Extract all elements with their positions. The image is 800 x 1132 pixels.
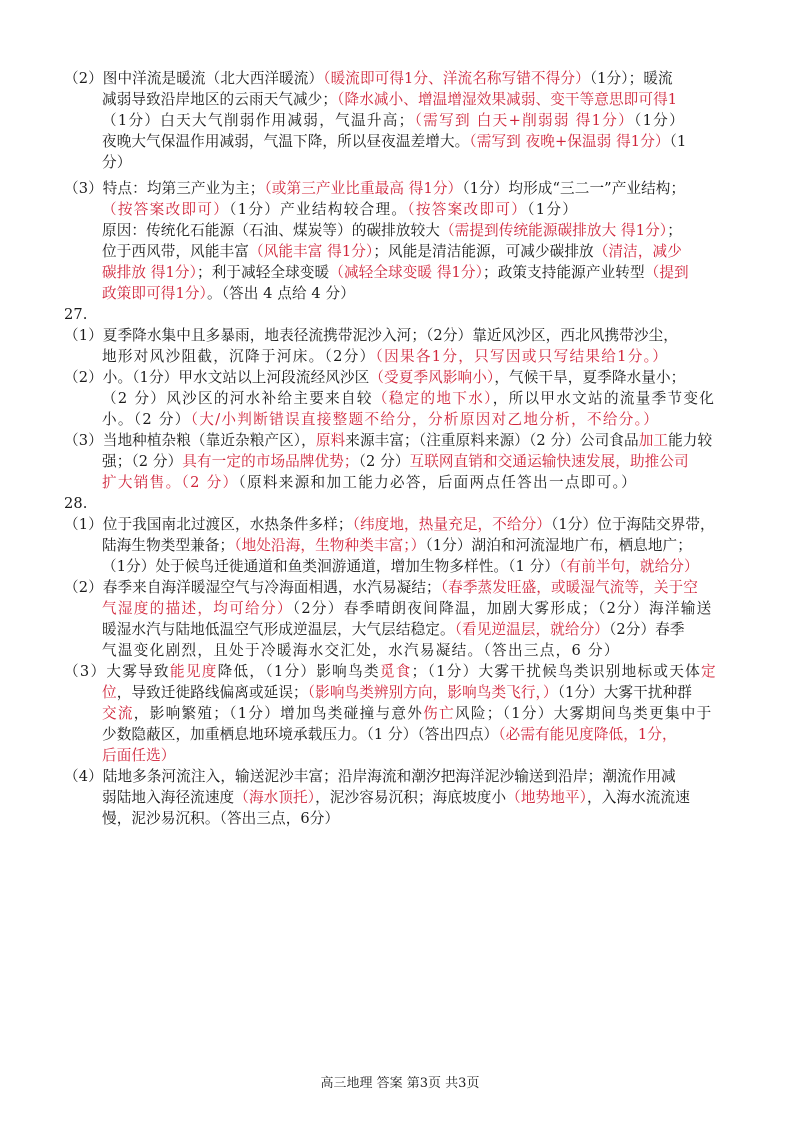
answer-text: 慢，泥沙易沉积。（答出三点，6分） xyxy=(102,810,340,827)
scoring-note: 加工 xyxy=(638,432,669,449)
answer-text: 28. xyxy=(64,495,88,512)
answer-text: ；利于减轻全球变暖 xyxy=(197,264,330,281)
answer-text: 降低，（1分）影响鸟类 xyxy=(217,663,380,680)
answer-text: ；风能是清洁能源，可减少碳排放 xyxy=(373,243,594,260)
scoring-note: （暖流即可得1分、洋流名称写错不得分） xyxy=(323,70,590,87)
answer-text: ；（1分）大雾干扰候鸟类识别地标或天体 xyxy=(411,663,702,680)
answer-text: 夜晚大气保温作用减弱，气温下降，所以昼夜温差增大。 xyxy=(102,133,470,150)
text-line xyxy=(102,242,682,262)
text-line xyxy=(64,494,88,514)
answer-text: （3）当地种植杂粮（靠近杂粮产区）， xyxy=(64,432,316,449)
scoring-note: （受夏季风影响小） xyxy=(369,369,495,386)
scoring-note: （降水减小、增温增湿效果减弱、变干等意思即可得1 xyxy=(337,91,678,108)
answer-text: （3）特点：均第三产业为主； xyxy=(64,180,265,197)
answer-text: 能力较 xyxy=(668,432,713,449)
page-footer: 高三地理 答案 第3页 共3页 xyxy=(320,1076,480,1091)
answer-text: 少数隐蔽区，加重栖息地环境承载压力。（1 分）（答出四点） xyxy=(102,726,499,743)
text-line xyxy=(102,90,677,110)
text-line xyxy=(102,132,686,152)
answer-text: （1分） xyxy=(634,112,685,129)
text-line xyxy=(64,305,88,325)
scoring-note: （风能丰富 得1分） xyxy=(248,243,374,260)
text-line xyxy=(102,809,339,829)
scoring-note: （地处沿海，生物种类丰富；） xyxy=(234,537,426,554)
scoring-note: （海水顶托） xyxy=(234,789,316,806)
scoring-note: （清洁，减少 xyxy=(593,243,682,260)
answer-text: 陆海生物类型兼备； xyxy=(102,537,235,554)
answer-text: 强；（2 分） xyxy=(102,453,183,470)
scoring-note: （按答案改即可） xyxy=(102,201,230,218)
scoring-note: 伤亡 xyxy=(423,705,455,722)
answer-text: （2 分） xyxy=(358,453,410,470)
text-line xyxy=(64,179,685,199)
scoring-note: 互联网直销和交通运输快速发展，助推公司 xyxy=(409,453,689,470)
scoring-note: 后面任选） xyxy=(102,747,176,764)
answer-text: 。（答出 4 点给 4 分） xyxy=(206,285,355,302)
scoring-note: （需写到 夜晚+保温弱 得1分） xyxy=(469,133,670,150)
scoring-note: （或第三产业比重最高 得1分） xyxy=(264,180,463,197)
text-line xyxy=(102,704,713,724)
scoring-note: 定 xyxy=(701,663,717,680)
scoring-note: 具有一定的市场品牌优势； xyxy=(182,453,359,470)
text-line xyxy=(102,111,685,131)
text-line xyxy=(102,153,131,173)
answer-text: （4）陆地多条河流注入，输送泥沙丰富；沿岸海流和潮汐把海洋泥沙输送到沿岸；潮流作用减 xyxy=(64,768,676,785)
scoring-note: （有前半句，就给分） xyxy=(559,558,699,575)
answer-text: （2分）春季晴朗夜间降温，加剧大雾形成；（2分）海洋输送 xyxy=(292,600,713,617)
answer-text: （1分）均形成“三二一”产业结构； xyxy=(462,180,686,197)
scoring-note: 气湿度的描述，均可给分） xyxy=(102,600,293,617)
answer-text: ，气候干旱，夏季降水量小； xyxy=(494,369,686,386)
scoring-note: （看见逆温层，就给分） xyxy=(454,621,609,638)
answer-text: ，入海水流流速 xyxy=(587,789,690,806)
answer-text: 风险；（1分）大雾期间鸟类更集中于 xyxy=(454,705,713,722)
text-line xyxy=(102,557,699,577)
answer-text: ；政策支持能源产业转型 xyxy=(483,264,645,281)
answer-text: （3）大雾导致 xyxy=(64,663,170,680)
answer-text: 来源丰富；（注重原料来源）（2 分）公司食品 xyxy=(345,432,639,449)
text-line xyxy=(102,200,578,220)
answer-text: （1分）位于海陆交界带， xyxy=(551,516,715,533)
scoring-note: 原料 xyxy=(315,432,346,449)
scoring-note: 碳排放 得1分） xyxy=(102,264,197,281)
scoring-note: 扩大销售。（2 分） xyxy=(102,474,239,491)
answer-text: ； xyxy=(667,222,682,239)
text-line xyxy=(102,620,685,640)
text-line xyxy=(102,599,713,619)
text-line xyxy=(64,578,698,598)
scoring-note: （稳定的地下水） xyxy=(372,390,493,407)
answer-text: ，导致迁徙路线偏离或延误； xyxy=(116,684,308,701)
scoring-note: （影响鸟类辨别方向，影响鸟类飞行，） xyxy=(307,684,558,701)
scoring-note: （需写到 白天+削弱弱 得1分） xyxy=(414,112,634,129)
answer-text: 暖湿水汽与陆地低温空气形成逆温层，大气层结稳定。 xyxy=(102,621,455,638)
answer-text: 位于西风带，风能丰富 xyxy=(102,243,249,260)
text-line xyxy=(64,431,712,451)
text-line xyxy=(64,662,717,682)
scoring-note: 觅食 xyxy=(379,663,412,680)
answer-text: （2）小。（1分）甲水文站以上河段流经风沙区 xyxy=(64,369,370,386)
scoring-note: （必需有能见度降低，1分， xyxy=(498,726,677,743)
answer-text: 小。（2 分） xyxy=(102,411,191,428)
scoring-note: 位 xyxy=(102,684,117,701)
answer-text: （1分）产业结构较合理。 xyxy=(229,201,408,218)
scoring-note: 能见度 xyxy=(169,663,218,680)
scoring-note: （纬度地，热量充足，不给分） xyxy=(352,516,551,533)
text-line xyxy=(102,683,692,703)
answer-text: ，影响繁殖；（1分）增加鸟类碰撞与意外 xyxy=(133,705,424,722)
scoring-note: （大/小判断错误直接整题不给分，分析原因对乙地分析，不给分。） xyxy=(190,411,660,428)
answer-text: 原因：传统化石能源（石油、煤炭等）的碳排放较大 xyxy=(102,222,440,239)
answer-text: ，泥沙容易沉积；海底坡度小 xyxy=(315,789,507,806)
answer-text: （原料来源和加工能力必答，后面两点任答出一点即可。） xyxy=(238,474,638,491)
answer-text: （1分）；暖流 xyxy=(589,70,673,87)
text-line xyxy=(102,473,637,493)
text-line xyxy=(102,263,689,283)
answer-text: 27. xyxy=(64,306,88,323)
text-line xyxy=(102,284,355,304)
text-line xyxy=(64,368,685,388)
answer-text: 地形对风沙阻截，沉降于河床。（2分） xyxy=(102,348,376,365)
text-line xyxy=(102,410,659,430)
answer-text: （2）春季来自海洋暖湿空气与冷海面相遇，水汽易凝结； xyxy=(64,579,441,596)
scoring-note: （需提到传统能源碳排放大 得1分） xyxy=(439,222,668,239)
answer-text: 分） xyxy=(102,154,132,171)
scoring-note: （因果各1分，只写因或只写结果给1分。） xyxy=(375,348,669,365)
text-line xyxy=(64,326,678,346)
answer-text: （1 xyxy=(669,133,687,150)
text-line xyxy=(64,767,676,787)
text-line xyxy=(64,515,715,535)
scoring-note: （地势地平） xyxy=(506,789,588,806)
answer-text: （1分） xyxy=(527,201,579,218)
text-line xyxy=(102,347,668,367)
scoring-note: （提到 xyxy=(644,264,689,281)
text-line xyxy=(102,221,682,241)
text-line xyxy=(102,452,689,472)
text-line xyxy=(64,69,673,89)
scoring-note: （减轻全球变暖 得1分） xyxy=(329,264,484,281)
text-line xyxy=(102,536,692,556)
answer-text: 减弱导致沿岸地区的云雨天气减少； xyxy=(102,91,338,108)
answer-text: （2分）春季 xyxy=(609,621,685,638)
text-line xyxy=(102,641,620,661)
scoring-note: （按答案改即可） xyxy=(407,201,528,218)
text-line xyxy=(102,788,690,808)
answer-text: ，所以甲水文站的流量季节变化 xyxy=(492,390,716,407)
scoring-note: 政策即可得1分） xyxy=(102,285,207,302)
answer-text: （1）夏季降水集中且多暴雨，地表径流携带泥沙入河；（2分）靠近风沙区，西北风携带沙尘， xyxy=(64,327,678,344)
text-line xyxy=(102,389,715,409)
answer-text: （1）位于我国南北过渡区，水热条件多样； xyxy=(64,516,353,533)
answer-text: （1分）处于候鸟迁徙通道和鱼类洄游通道，增加生物多样性。（1 分） xyxy=(102,558,560,575)
scoring-note: （春季蒸发旺盛，或暖湿气流等，关于空 xyxy=(440,579,698,596)
answer-text: 弱陆地入海径流速度 xyxy=(102,789,235,806)
answer-text: 气温变化剧烈，且处于冷暖海水交汇处，水汽易凝结。（答出三点，6 分） xyxy=(102,642,620,659)
answer-text: （2 分）风沙区的河水补给主要来自较 xyxy=(102,390,373,407)
answer-text: （1分）湖泊和河流湿地广布，栖息地广； xyxy=(425,537,692,554)
answer-text: （1分）白天大气削弱作用减弱，气温升高； xyxy=(102,112,415,129)
text-line xyxy=(102,746,175,766)
answer-text: （2）图中洋流是暖流（北大西洋暖流） xyxy=(64,70,324,87)
answer-text: （1分）大雾干扰种群 xyxy=(557,684,692,701)
scoring-note: 交流 xyxy=(102,705,134,722)
text-line xyxy=(102,725,677,745)
